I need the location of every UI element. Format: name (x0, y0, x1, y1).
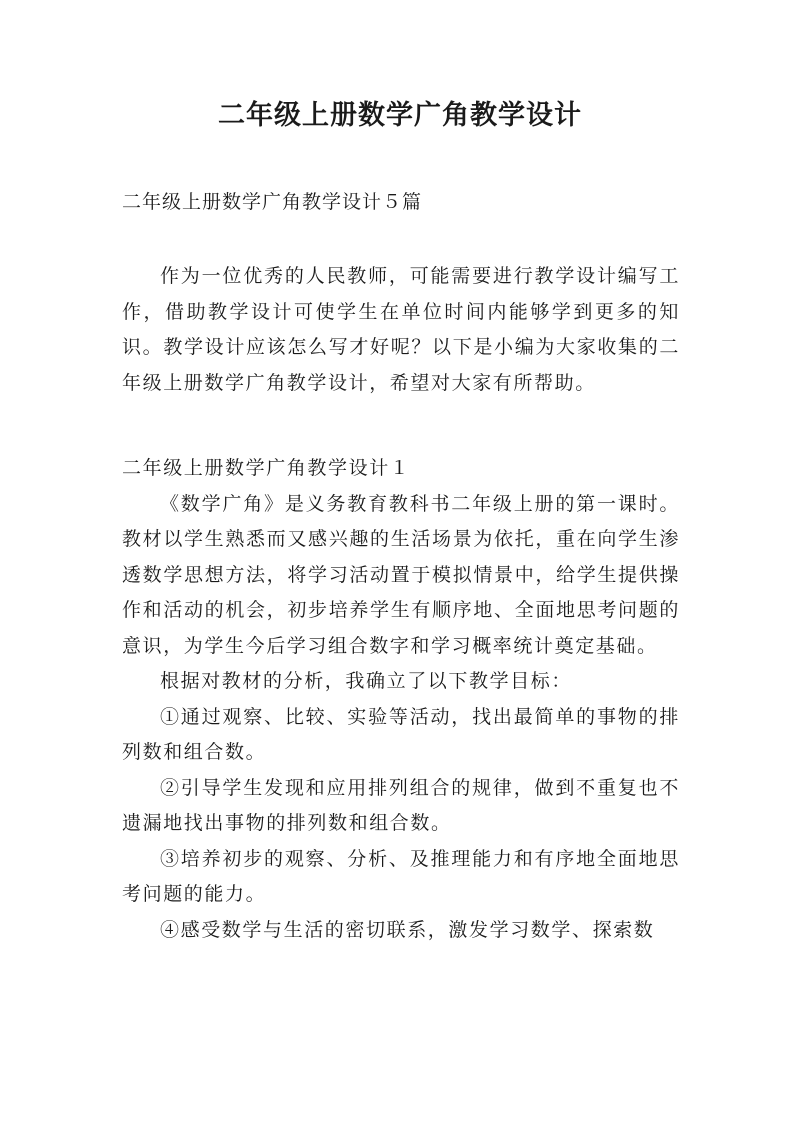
section-heading: 二年级上册数学广角教学设计１ (122, 457, 411, 479)
section-block (122, 451, 680, 948)
document-title: 二年级上册数学广角教学设计 (218, 100, 582, 131)
goal-item: ④感受数学与生活的密切联系，激发学习数学、探索数 (160, 918, 655, 941)
intro-paragraph: 作为一位优秀的人民教师，可能需要进行教学设计编写工作，借助教学设计可使学生在单位时间内能够学到更多的知识。教学设计应该怎么写才好呢？以下是小编为大家收集的二年级上册数学广角教学设计，希望对大家有所帮助。 (122, 265, 680, 394)
goal-item: ②引导学生发现和应用排列组合的规律，做到不重复也不遗漏地找出事物的排列数和组合数。 (122, 776, 680, 834)
paragraph: 根据对教材的分析，我确立了以下教学目标： (160, 670, 573, 692)
document-subtitle: 二年级上册数学广角教学设计５篇 (122, 191, 423, 213)
paragraph: 《数学广角》是义务教育教科书二年级上册的第一课时。教材以学生熟悉而又感兴趣的生活场景为依托，重在向学生渗透数学思想方法，将学习活动置于模拟情景中，给学生提供操作和活动的机会，初步培养学生有顺序地、全面地思考问题的意识，为学生今后学习组合数字和学习概率统计奠定基础。 (122, 492, 680, 657)
intro-block (122, 259, 680, 401)
goal-item: ③培养初步的观察、分析、及推理能力和有序地全面地思考问题的能力。 (122, 847, 680, 905)
goal-item: ①通过观察、比较、实验等活动，找出最简单的事物的排列数和组合数。 (122, 705, 680, 763)
